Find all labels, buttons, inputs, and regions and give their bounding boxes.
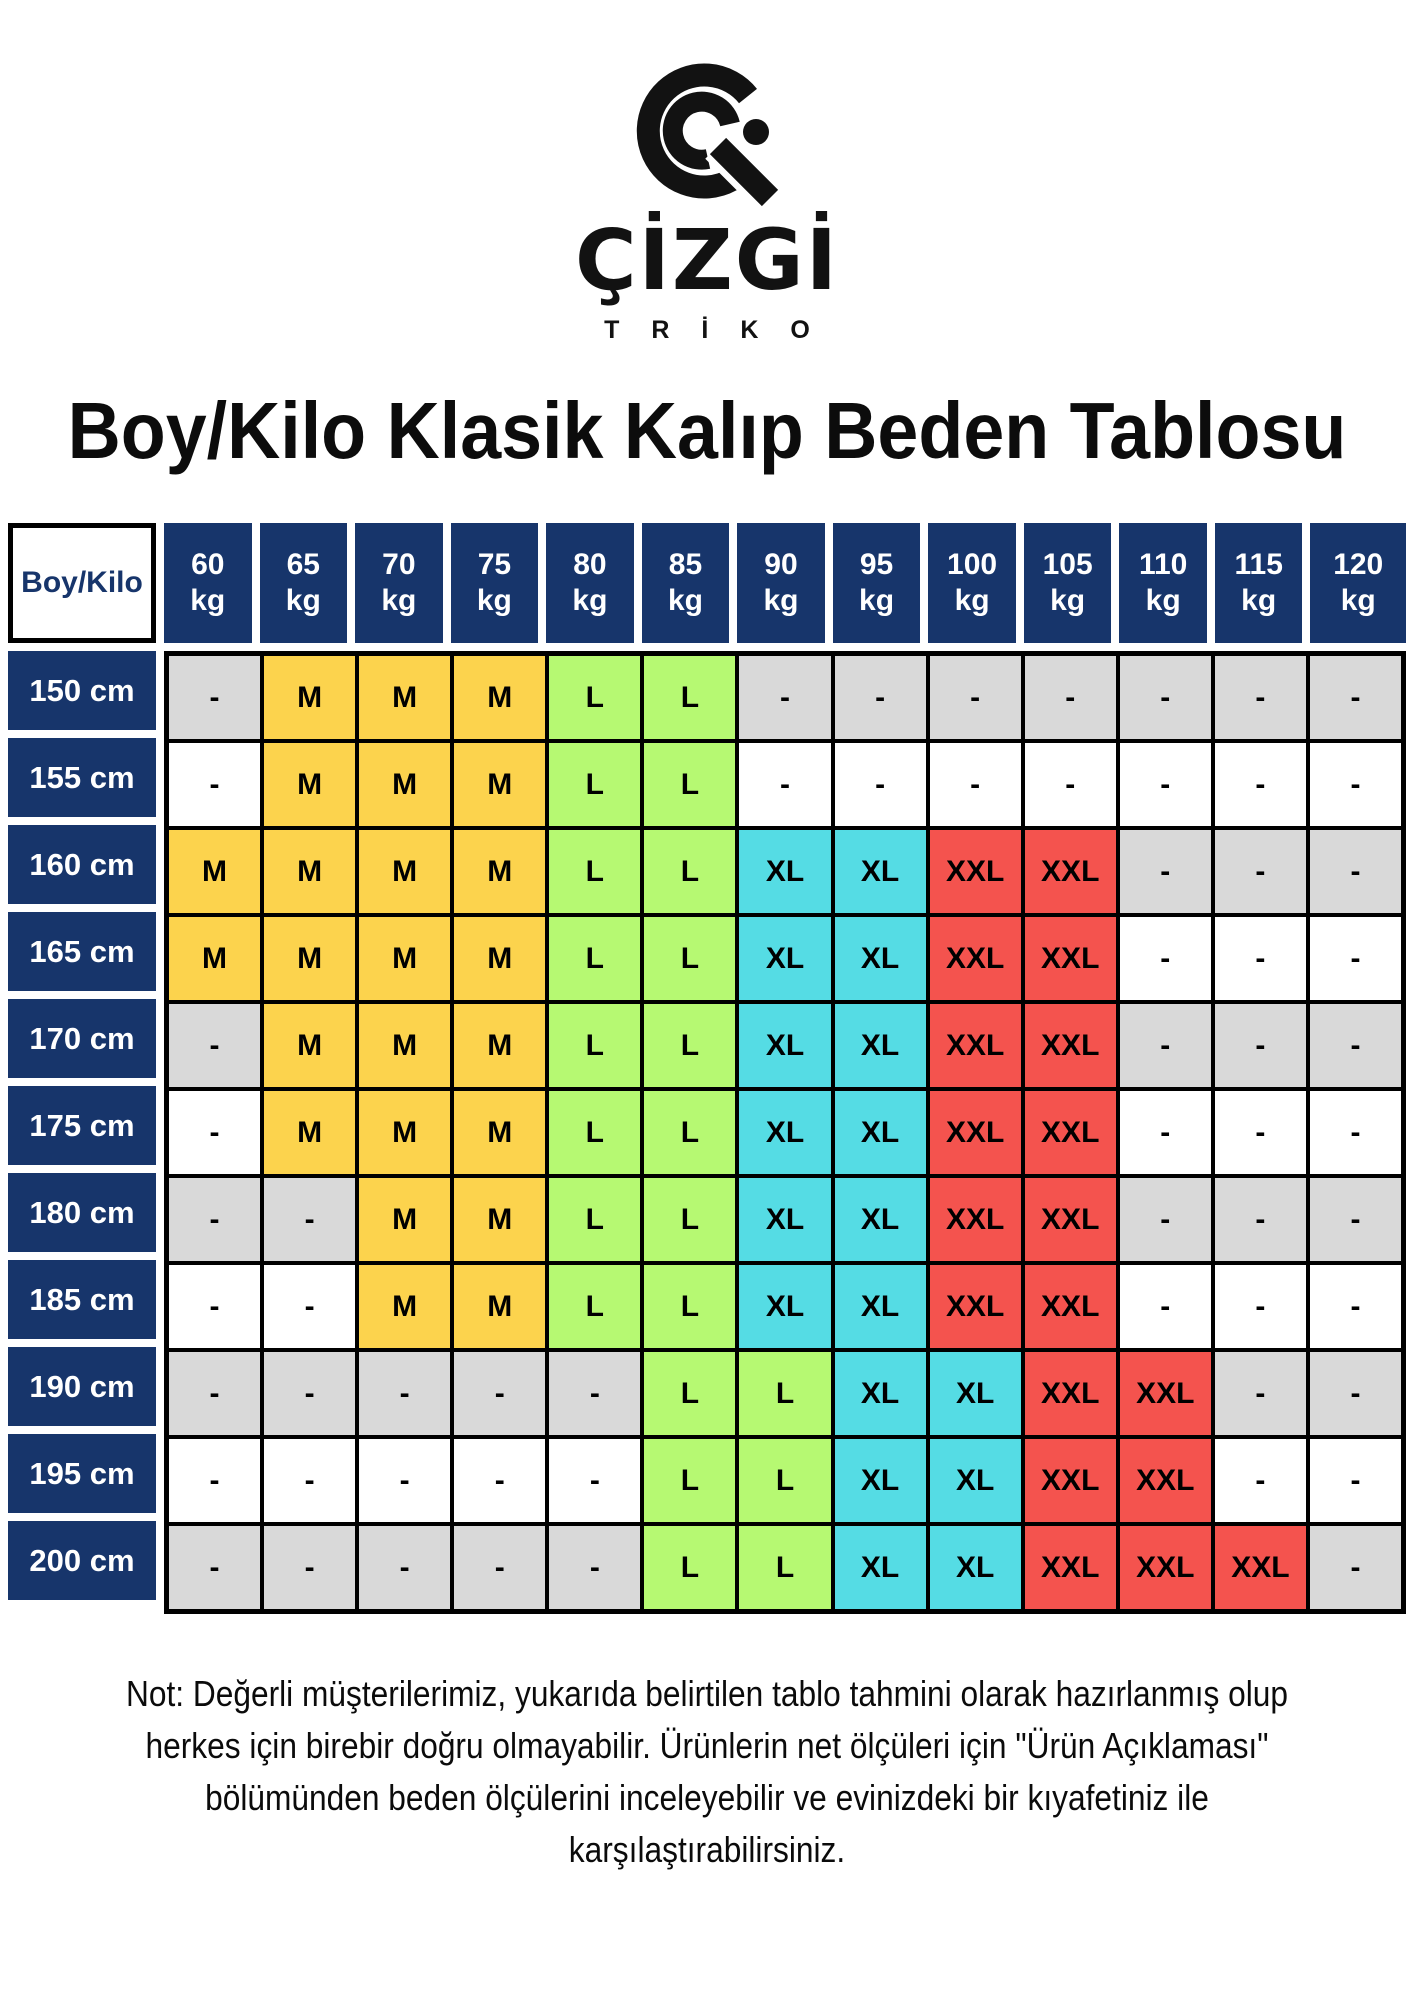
size-cell: XXL <box>1023 1263 1118 1350</box>
size-cell: M <box>357 654 452 741</box>
size-cell: XXL <box>1023 1089 1118 1176</box>
size-cell: M <box>452 1263 547 1350</box>
size-cell: M <box>167 915 262 1002</box>
size-cell: XL <box>833 1002 928 1089</box>
size-data-grid <box>164 651 1406 1614</box>
size-cell: L <box>737 1437 832 1524</box>
weight-header-cell <box>833 523 929 643</box>
size-cell: - <box>1118 1176 1213 1263</box>
size-cell: XXL <box>1023 1437 1118 1524</box>
weight-header-cell <box>1024 523 1120 643</box>
size-cell: - <box>357 1437 452 1524</box>
size-cell: M <box>357 741 452 828</box>
size-cell: - <box>167 1437 262 1524</box>
size-cell: - <box>1213 1263 1308 1350</box>
row-label: 195 cm <box>8 1434 156 1513</box>
size-cell: L <box>547 654 642 741</box>
weight-header-cell <box>1119 523 1215 643</box>
size-cell: XL <box>833 915 928 1002</box>
weight-unit: kg <box>285 584 321 617</box>
size-cell: - <box>262 1524 357 1611</box>
size-cell: XL <box>737 828 832 915</box>
size-cell: - <box>1308 654 1403 741</box>
disclaimer-note-line: karşılaştırabilirsiniz. <box>568 1829 846 1870</box>
weight-header-cell <box>737 523 833 643</box>
size-cell: XL <box>833 828 928 915</box>
size-cell: - <box>452 1350 547 1437</box>
size-cell: - <box>1213 915 1308 1002</box>
weight-unit: kg <box>1050 584 1086 617</box>
row-label: 180 cm <box>8 1173 156 1252</box>
size-cell: - <box>1118 1263 1213 1350</box>
size-cell: - <box>1213 1002 1308 1089</box>
size-cell: - <box>452 1437 547 1524</box>
size-cell: XL <box>737 1089 832 1176</box>
size-cell: - <box>547 1350 642 1437</box>
disclaimer-note-line: bölümünden beden ölçülerini inceleyebilir ve evinizdeki bir kıyafetiniz ile <box>205 1777 1209 1818</box>
brand-logo-icon <box>632 46 782 214</box>
size-cell: L <box>642 1176 737 1263</box>
size-cell: - <box>1118 1089 1213 1176</box>
row-label: 200 cm <box>8 1521 156 1600</box>
size-cell: - <box>1308 1089 1403 1176</box>
weight-header-cell <box>1215 523 1311 643</box>
size-cell: - <box>357 1350 452 1437</box>
size-cell: - <box>262 1350 357 1437</box>
size-cell: XXL <box>1023 828 1118 915</box>
size-cell: - <box>1308 1350 1403 1437</box>
size-cell: L <box>642 741 737 828</box>
size-cell: M <box>262 828 357 915</box>
size-cell: L <box>547 828 642 915</box>
size-cell: L <box>642 828 737 915</box>
size-cell: XXL <box>1023 915 1118 1002</box>
size-cell: - <box>1308 915 1403 1002</box>
size-cell: M <box>357 1263 452 1350</box>
size-cell: L <box>642 1089 737 1176</box>
weight-value: 60 <box>191 548 225 581</box>
weight-value: 105 <box>1042 548 1093 581</box>
size-cell: - <box>1118 828 1213 915</box>
size-cell: XL <box>833 1263 928 1350</box>
weight-unit: kg <box>1145 584 1181 617</box>
size-cell: - <box>1308 1263 1403 1350</box>
weight-header-cell <box>1310 523 1406 643</box>
row-label: 170 cm <box>8 999 156 1078</box>
weight-unit: kg <box>476 584 512 617</box>
size-cell: M <box>452 915 547 1002</box>
size-cell: - <box>262 1263 357 1350</box>
weight-unit: kg <box>859 584 895 617</box>
size-cell: XXL <box>1023 1176 1118 1263</box>
brand-logo <box>0 0 1414 345</box>
size-cell: - <box>262 1437 357 1524</box>
size-cell: M <box>262 1089 357 1176</box>
size-cell: - <box>833 741 928 828</box>
size-cell: - <box>737 654 832 741</box>
size-cell: XXL <box>928 828 1023 915</box>
weight-value: 65 <box>286 548 320 581</box>
size-cell: - <box>452 1524 547 1611</box>
size-cell: - <box>1118 1002 1213 1089</box>
size-cell: L <box>642 1263 737 1350</box>
page-title: Boy/Kilo Klasik Kalıp Beden Tablosu <box>67 386 1347 475</box>
row-label: 175 cm <box>8 1086 156 1165</box>
size-cell: - <box>1308 1437 1403 1524</box>
size-cell: XL <box>737 1002 832 1089</box>
size-cell: - <box>167 1263 262 1350</box>
weight-header-cell <box>164 523 260 643</box>
disclaimer-note-line: herkes için birebir doğru olmayabilir. Ürünlerin net ölçüleri için "Ürün Açıklaması" <box>145 1725 1269 1766</box>
size-cell: M <box>452 1089 547 1176</box>
size-cell: L <box>642 654 737 741</box>
size-cell: - <box>357 1524 452 1611</box>
size-cell: XL <box>928 1524 1023 1611</box>
size-cell: - <box>1213 1437 1308 1524</box>
size-cell: - <box>167 1176 262 1263</box>
size-cell: - <box>1308 1176 1403 1263</box>
weight-unit: kg <box>1241 584 1277 617</box>
size-cell: - <box>167 1089 262 1176</box>
size-cell: - <box>1118 654 1213 741</box>
size-cell: - <box>928 741 1023 828</box>
size-cell: L <box>642 1002 737 1089</box>
size-cell: XXL <box>1213 1524 1308 1611</box>
height-label-column <box>8 651 164 1614</box>
weight-value: 115 <box>1234 548 1283 581</box>
weight-value: 70 <box>382 548 416 581</box>
size-cell: M <box>357 1002 452 1089</box>
size-cell: L <box>642 915 737 1002</box>
size-cell: M <box>262 741 357 828</box>
size-cell: M <box>262 654 357 741</box>
size-cell: L <box>547 1002 642 1089</box>
weight-header-cell <box>260 523 356 643</box>
size-cell: - <box>1308 1524 1403 1611</box>
size-cell: XL <box>833 1350 928 1437</box>
size-cell: XXL <box>1118 1437 1213 1524</box>
size-cell: - <box>167 1002 262 1089</box>
size-cell: M <box>452 1176 547 1263</box>
size-cell: M <box>167 828 262 915</box>
weight-header-cell <box>546 523 642 643</box>
size-cell: - <box>928 654 1023 741</box>
weight-unit: kg <box>667 584 703 617</box>
weight-unit: kg <box>381 584 417 617</box>
size-cell: XXL <box>1023 1350 1118 1437</box>
row-label: 155 cm <box>8 738 156 817</box>
size-cell: - <box>262 1176 357 1263</box>
size-cell: XL <box>928 1350 1023 1437</box>
row-label: 160 cm <box>8 825 156 904</box>
weight-unit: kg <box>1340 584 1376 617</box>
size-cell: XXL <box>1118 1524 1213 1611</box>
weight-value: 75 <box>477 548 512 581</box>
size-cell: - <box>1213 828 1308 915</box>
size-cell: - <box>547 1437 642 1524</box>
size-cell: - <box>1023 654 1118 741</box>
row-label: 150 cm <box>8 651 156 730</box>
size-cell: XL <box>833 1524 928 1611</box>
size-cell: XXL <box>1023 1524 1118 1611</box>
size-cell: - <box>547 1524 642 1611</box>
size-cell: XL <box>833 1176 928 1263</box>
size-cell: - <box>1308 1002 1403 1089</box>
weight-header-cell <box>451 523 547 643</box>
table-header-row <box>8 523 1406 643</box>
size-cell: - <box>1308 741 1403 828</box>
size-cell: L <box>547 915 642 1002</box>
size-cell: - <box>1213 1089 1308 1176</box>
size-cell: XXL <box>1023 1002 1118 1089</box>
weight-unit: kg <box>572 584 608 617</box>
weight-value: 100 <box>947 548 998 581</box>
size-cell: XL <box>833 1089 928 1176</box>
size-cell: M <box>262 915 357 1002</box>
size-cell: L <box>642 1524 737 1611</box>
size-cell: XXL <box>928 1263 1023 1350</box>
size-cell: XL <box>737 915 832 1002</box>
weight-value: 80 <box>573 548 607 581</box>
size-cell: - <box>167 1524 262 1611</box>
weight-header-cell <box>928 523 1024 643</box>
size-cell: M <box>452 1002 547 1089</box>
size-cell: - <box>1213 1350 1308 1437</box>
size-cell: - <box>167 1350 262 1437</box>
size-cell: L <box>547 1176 642 1263</box>
size-cell: L <box>547 1089 642 1176</box>
size-cell: XXL <box>928 1176 1023 1263</box>
corner-header-cell: Boy/Kilo <box>8 523 156 643</box>
size-cell: M <box>452 828 547 915</box>
size-cell: - <box>167 654 262 741</box>
size-cell: M <box>357 828 452 915</box>
brand-subname: TRİKO <box>604 316 842 344</box>
weight-value: 90 <box>764 548 798 581</box>
weight-value: 110 <box>1138 548 1188 581</box>
row-label: 185 cm <box>8 1260 156 1339</box>
size-cell: M <box>452 741 547 828</box>
size-cell: - <box>737 741 832 828</box>
size-table <box>8 523 1406 1614</box>
row-label: 190 cm <box>8 1347 156 1426</box>
size-cell: L <box>737 1524 832 1611</box>
size-cell: M <box>357 915 452 1002</box>
disclaimer-note <box>85 1668 1329 1876</box>
size-cell: - <box>1118 741 1213 828</box>
weight-header-cell <box>355 523 451 643</box>
size-cell: - <box>1213 1176 1308 1263</box>
weight-unit: kg <box>954 584 990 617</box>
size-cell: XXL <box>928 1089 1023 1176</box>
weight-value: 85 <box>668 548 703 581</box>
size-cell: XL <box>833 1437 928 1524</box>
weight-unit: kg <box>763 584 799 617</box>
table-body <box>8 651 1406 1614</box>
brand-name: ÇİZGİ <box>574 211 839 309</box>
weight-unit: kg <box>190 584 226 617</box>
size-cell: M <box>452 654 547 741</box>
size-cell: - <box>1213 741 1308 828</box>
size-cell: XXL <box>1118 1350 1213 1437</box>
size-cell: - <box>1308 828 1403 915</box>
size-cell: - <box>1213 654 1308 741</box>
size-cell: L <box>547 1263 642 1350</box>
size-cell: L <box>547 741 642 828</box>
disclaimer-note-line: Not: Değerli müşterilerimiz, yukarıda belirtilen tablo tahmini olarak hazırlanmış olup <box>125 1673 1289 1714</box>
weight-header-cell <box>642 523 738 643</box>
size-cell: - <box>833 654 928 741</box>
size-cell: M <box>357 1089 452 1176</box>
size-cell: L <box>737 1350 832 1437</box>
size-cell: XXL <box>928 915 1023 1002</box>
row-label: 165 cm <box>8 912 156 991</box>
size-cell: - <box>1023 741 1118 828</box>
size-cell: - <box>1118 915 1213 1002</box>
size-cell: L <box>642 1350 737 1437</box>
size-cell: XL <box>737 1176 832 1263</box>
size-cell: XL <box>737 1263 832 1350</box>
weight-value: 120 <box>1333 548 1384 581</box>
size-cell: L <box>642 1437 737 1524</box>
size-cell: M <box>357 1176 452 1263</box>
size-cell: XL <box>928 1437 1023 1524</box>
size-cell: - <box>167 741 262 828</box>
weight-value: 95 <box>859 548 894 581</box>
size-cell: M <box>262 1002 357 1089</box>
size-cell: XXL <box>928 1002 1023 1089</box>
